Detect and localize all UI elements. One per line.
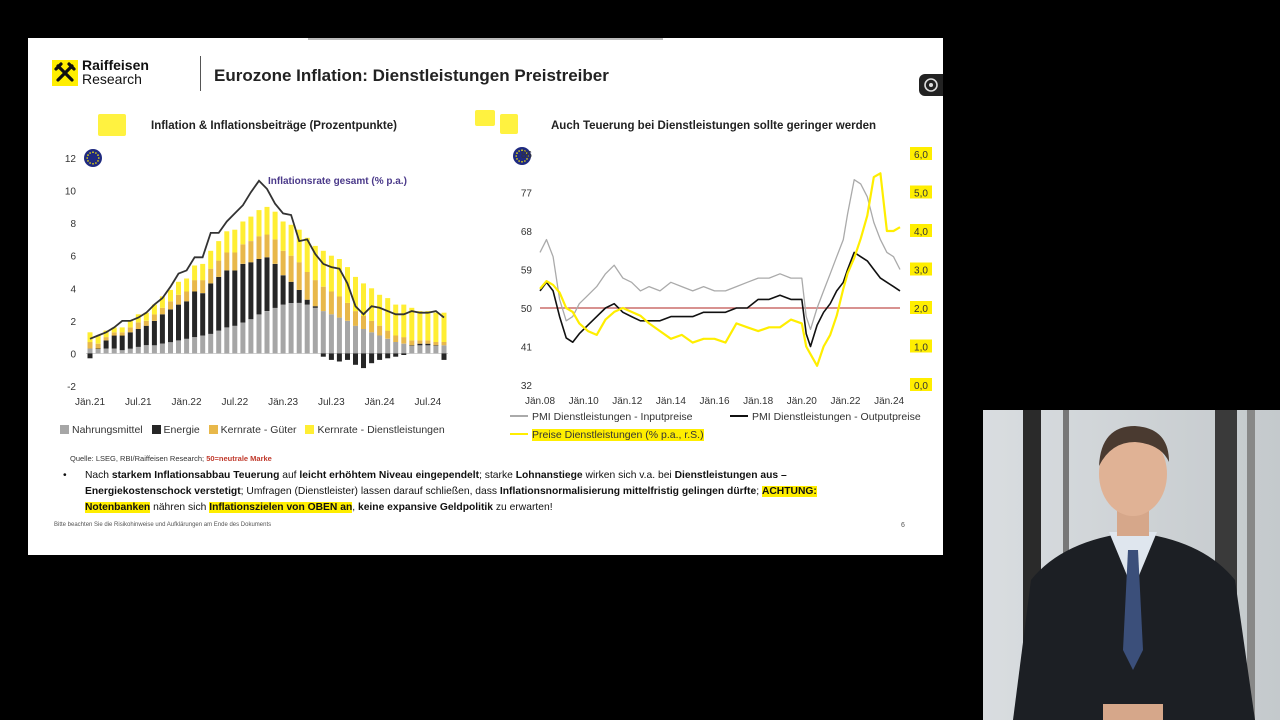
- bar-core-goods: [112, 332, 117, 335]
- bar-core-services: [200, 264, 205, 280]
- bar-energy: [297, 290, 302, 303]
- bar-core-goods: [297, 262, 302, 290]
- x-tick-label: Jän.18: [743, 396, 774, 407]
- bar-food: [216, 331, 221, 354]
- bar-food: [152, 345, 157, 353]
- bar-core-goods: [321, 287, 326, 311]
- legend-item-pmi-input: PMI Dienstleistungen - Inputpreise: [510, 411, 693, 423]
- bar-core-services: [216, 241, 221, 261]
- legend-item-food: Nahrungsmittel: [60, 424, 143, 436]
- legend-item-services-prices: Preise Dienstleistungen (% p.a., r.S.): [510, 429, 704, 441]
- x-tick-label: Jän.22: [830, 396, 861, 407]
- bar-energy: [401, 353, 406, 355]
- bar-core-goods: [208, 269, 213, 284]
- y-tick-label: 8: [70, 219, 76, 231]
- bar-core-goods: [409, 340, 414, 345]
- bar-energy: [329, 353, 334, 360]
- bar-energy: [273, 264, 278, 308]
- bar-food: [88, 349, 93, 354]
- bar-core-goods: [200, 280, 205, 293]
- bar-energy: [265, 257, 270, 311]
- bar-food: [377, 336, 382, 354]
- bar-food: [200, 336, 205, 354]
- bar-food: [361, 329, 366, 353]
- bar-energy: [337, 353, 342, 361]
- inflation-contributions-chart: [28, 38, 488, 418]
- y-tick-label: -2: [67, 382, 76, 393]
- bar-core-goods: [377, 326, 382, 336]
- x-tick-label: Jän.20: [786, 396, 817, 407]
- bar-core-goods: [144, 321, 149, 326]
- y-tick-label-right: 0,0: [914, 381, 928, 392]
- x-tick-label: Jän.14: [655, 396, 686, 407]
- bar-energy: [136, 329, 141, 347]
- bar-core-goods: [361, 316, 366, 329]
- y-tick-label-left: 50: [520, 304, 532, 315]
- bar-energy: [216, 277, 221, 331]
- services-prices-line: [540, 173, 900, 365]
- bar-energy: [433, 345, 438, 346]
- bar-energy: [257, 259, 262, 314]
- bar-energy: [128, 332, 133, 348]
- bar-core-services: [176, 282, 181, 295]
- player-control-icon[interactable]: [919, 74, 943, 96]
- bar-energy: [385, 353, 390, 358]
- y-tick-label-left: 59: [520, 265, 532, 277]
- bar-core-services: [224, 231, 229, 252]
- x-tick-label: Jän.24: [874, 396, 905, 407]
- bar-core-goods: [224, 253, 229, 271]
- bar-core-services: [361, 283, 366, 316]
- presenter-webcam: [983, 410, 1280, 720]
- bar-core-services: [257, 210, 262, 236]
- bar-core-services: [208, 251, 213, 269]
- bar-core-goods: [385, 331, 390, 339]
- bar-food: [184, 339, 189, 354]
- y-tick-label-left: 86: [520, 150, 532, 161]
- pmi-output-line: [540, 252, 900, 346]
- bar-core-services: [369, 288, 374, 321]
- bar-core-services: [393, 305, 398, 336]
- x-tick-label: Jän.10: [568, 396, 599, 407]
- bar-food: [345, 321, 350, 354]
- bar-energy: [232, 270, 237, 325]
- bar-core-services: [329, 256, 334, 292]
- y-tick-label-right: 3,0: [914, 265, 928, 277]
- bar-core-goods: [176, 295, 181, 305]
- y-tick-label: 4: [70, 284, 76, 296]
- legend-item-pmi-output: PMI Dienstleistungen - Outputpreise: [730, 411, 921, 423]
- bar-energy: [361, 353, 366, 368]
- y-tick-label: 12: [64, 154, 76, 165]
- bar-food: [257, 314, 262, 353]
- bar-food: [192, 337, 197, 353]
- bar-core-goods: [289, 256, 294, 282]
- bar-core-services: [433, 313, 438, 342]
- bar-energy: [200, 293, 205, 335]
- bar-food: [385, 339, 390, 354]
- bar-energy: [184, 301, 189, 339]
- bar-core-goods: [369, 321, 374, 332]
- bar-core-goods: [216, 261, 221, 277]
- bar-core-goods: [442, 342, 447, 345]
- bar-food: [128, 349, 133, 354]
- bar-food: [120, 350, 125, 353]
- bar-core-goods: [184, 292, 189, 302]
- y-tick-label-right: 1,0: [914, 342, 928, 354]
- bar-core-goods: [160, 308, 165, 315]
- bar-food: [409, 345, 414, 353]
- bar-energy: [417, 344, 422, 346]
- legend-item-energy: Energie: [152, 424, 200, 436]
- legend-item-core-services: Kernrate - Dienstleistungen: [305, 424, 444, 436]
- x-tick-label: Jul.21: [124, 397, 152, 408]
- bar-food: [297, 303, 302, 354]
- left-chart-legend: [60, 424, 445, 436]
- y-tick-label-left: 41: [520, 342, 532, 354]
- bar-core-services: [192, 266, 197, 281]
- bar-core-goods: [136, 323, 141, 330]
- bar-core-services: [232, 230, 237, 253]
- source-note: Quelle: LSEG, RBI/Raiffeisen Research; 50=neutrale Marke: [70, 454, 272, 463]
- bar-food: [208, 334, 213, 354]
- bar-energy: [409, 345, 414, 346]
- bar-core-goods: [88, 342, 93, 349]
- bar-energy: [281, 275, 286, 304]
- bar-food: [144, 345, 149, 353]
- y-tick-label-left: 68: [520, 227, 532, 238]
- bar-food: [369, 332, 374, 353]
- y-tick-label: 10: [64, 186, 76, 198]
- y-tick-label-left: 32: [520, 381, 532, 392]
- bar-energy: [192, 292, 197, 338]
- bar-energy: [369, 353, 374, 363]
- right-chart-title: Auch Teuerung bei Dienstleistungen sollte geringer werden: [551, 120, 877, 132]
- bar-core-goods: [305, 272, 310, 300]
- bar-food: [273, 308, 278, 354]
- bar-food: [224, 327, 229, 353]
- bar-energy: [377, 353, 382, 360]
- bar-energy: [112, 336, 117, 349]
- bar-food: [248, 319, 253, 353]
- x-tick-label: Jän.24: [364, 397, 395, 408]
- y-tick-label-left: 77: [520, 188, 532, 200]
- bar-food: [425, 345, 430, 353]
- bar-food: [160, 344, 165, 354]
- total-inflation-label: Inflationsrate gesamt (% p.a.): [268, 176, 407, 187]
- bar-food: [240, 323, 245, 354]
- bar-core-goods: [240, 244, 245, 263]
- bar-energy: [442, 353, 447, 360]
- bar-energy: [120, 336, 125, 351]
- bar-core-services: [240, 222, 245, 245]
- bar-core-services: [281, 222, 286, 251]
- bar-energy: [321, 353, 326, 356]
- bar-food: [442, 345, 447, 353]
- bar-core-services: [265, 207, 270, 235]
- bar-energy: [345, 353, 350, 360]
- bar-energy: [160, 314, 165, 343]
- legend-item-core-goods: Kernrate - Güter: [209, 424, 297, 436]
- bullet-commentary: • Nach starkem Inflationsabbau Teuerung auf leicht erhöhtem Niveau eingependelt; starke Lohnanstiege wirken sich v.a. bei Dienstleistungen aus – Energiekostenschock verstetigt; Umfragen (Dienstleister) lassen darauf schließen, dass Inflationsnormalisierung mittelfristig gelingen dürfte; ACHTUNG: Notenbanken nähren sich Inflationszielen von OBEN an, keine expansive Geldpolitik zu erwarten!: [63, 470, 817, 513]
- bar-energy: [88, 353, 93, 358]
- bar-core-services: [273, 212, 278, 240]
- y-tick-label-right: 2,0: [914, 304, 928, 315]
- y-tick-label: 2: [70, 316, 76, 328]
- bar-food: [353, 326, 358, 354]
- bar-core-goods: [96, 344, 101, 349]
- bar-food: [104, 349, 109, 354]
- bar-core-goods: [232, 253, 237, 271]
- y-tick-label-right: 6,0: [914, 150, 928, 161]
- bar-food: [321, 311, 326, 353]
- y-tick-label-right: 4,0: [914, 227, 928, 238]
- bar-food: [232, 326, 237, 354]
- bar-energy: [152, 321, 157, 345]
- bar-energy: [289, 282, 294, 303]
- bar-energy: [353, 353, 358, 364]
- bar-core-services: [425, 311, 430, 340]
- bar-core-goods: [353, 311, 358, 326]
- bar-core-goods: [273, 239, 278, 263]
- page-number: 6: [901, 522, 905, 529]
- bar-core-goods: [168, 301, 173, 309]
- bar-energy: [425, 344, 430, 346]
- bar-core-services: [321, 251, 326, 287]
- bar-core-goods: [128, 327, 133, 332]
- bar-energy: [168, 310, 173, 343]
- bar-energy: [144, 326, 149, 346]
- bar-core-services: [417, 311, 422, 340]
- bar-core-goods: [433, 342, 438, 345]
- bar-food: [305, 305, 310, 354]
- bar-food: [401, 344, 406, 354]
- left-chart-title: Inflation & Inflationsbeiträge (Prozentpunkte): [151, 120, 397, 132]
- bar-core-goods: [313, 280, 318, 306]
- bar-food: [112, 349, 117, 354]
- bar-food: [176, 340, 181, 353]
- bar-core-services: [385, 298, 390, 331]
- bar-core-goods: [337, 296, 342, 317]
- bar-core-goods: [257, 236, 262, 259]
- bar-energy: [393, 353, 398, 356]
- x-tick-label: Jän.21: [75, 397, 106, 408]
- bar-core-goods: [425, 340, 430, 343]
- bar-energy: [176, 305, 181, 341]
- bar-core-services: [120, 327, 125, 332]
- bar-core-goods: [248, 241, 253, 262]
- bar-food: [337, 318, 342, 354]
- bar-food: [417, 345, 422, 353]
- y-tick-label: 0: [70, 349, 76, 361]
- bar-food: [136, 347, 141, 354]
- bar-food: [96, 349, 101, 354]
- bar-food: [168, 342, 173, 353]
- bar-core-services: [289, 225, 294, 256]
- bar-core-goods: [393, 336, 398, 343]
- bar-food: [265, 311, 270, 353]
- bar-core-goods: [152, 314, 157, 321]
- bar-energy: [208, 283, 213, 334]
- y-tick-label-right: 5,0: [914, 188, 928, 200]
- bar-core-services: [377, 295, 382, 326]
- bar-core-services: [401, 305, 406, 338]
- bar-energy: [248, 262, 253, 319]
- bar-core-services: [184, 279, 189, 292]
- x-tick-label: Jän.22: [171, 397, 202, 408]
- x-tick-label: Jän.16: [699, 396, 730, 407]
- bar-food: [329, 314, 334, 353]
- disclaimer: Bitte beachten Sie die Risikohinweise und Aufklärungen am Ende des Dokuments: [54, 522, 272, 528]
- x-tick-label: Jul.24: [414, 397, 442, 408]
- bar-core-goods: [345, 303, 350, 321]
- bar-food: [393, 342, 398, 353]
- bar-core-goods: [281, 251, 286, 275]
- bar-energy: [240, 264, 245, 323]
- bar-core-goods: [401, 337, 406, 344]
- bar-food: [281, 305, 286, 354]
- x-tick-label: Jän.08: [524, 396, 556, 407]
- bar-food: [289, 303, 294, 354]
- bar-energy: [313, 306, 318, 308]
- presentation-slide: [28, 38, 943, 555]
- bar-core-services: [168, 290, 173, 301]
- bar-core-goods: [120, 332, 125, 335]
- bar-food: [433, 345, 438, 353]
- x-tick-label: Jul.23: [318, 397, 345, 408]
- bar-core-goods: [265, 235, 270, 258]
- logo-wordmark: Raiffeisen Research: [82, 57, 149, 87]
- bar-food: [313, 308, 318, 354]
- bar-core-services: [248, 217, 253, 241]
- bar-core-goods: [329, 292, 334, 315]
- pmi-input-line: [540, 180, 900, 330]
- bar-core-services: [337, 259, 342, 297]
- bar-core-goods: [104, 337, 109, 340]
- slide-title: Eurozone Inflation: Dienstleistungen Preistreiber: [214, 66, 609, 85]
- x-tick-label: Jän.12: [612, 396, 643, 407]
- bar-core-goods: [192, 280, 197, 291]
- y-tick-label: 6: [70, 251, 76, 263]
- x-tick-label: Jul.22: [221, 397, 249, 408]
- bar-core-goods: [417, 340, 422, 343]
- services-pmi-chart: [478, 38, 943, 418]
- bar-core-services: [128, 321, 133, 328]
- bar-energy: [305, 300, 310, 305]
- bar-energy: [104, 340, 109, 348]
- bar-energy: [224, 270, 229, 327]
- x-tick-label: Jän.23: [268, 397, 299, 408]
